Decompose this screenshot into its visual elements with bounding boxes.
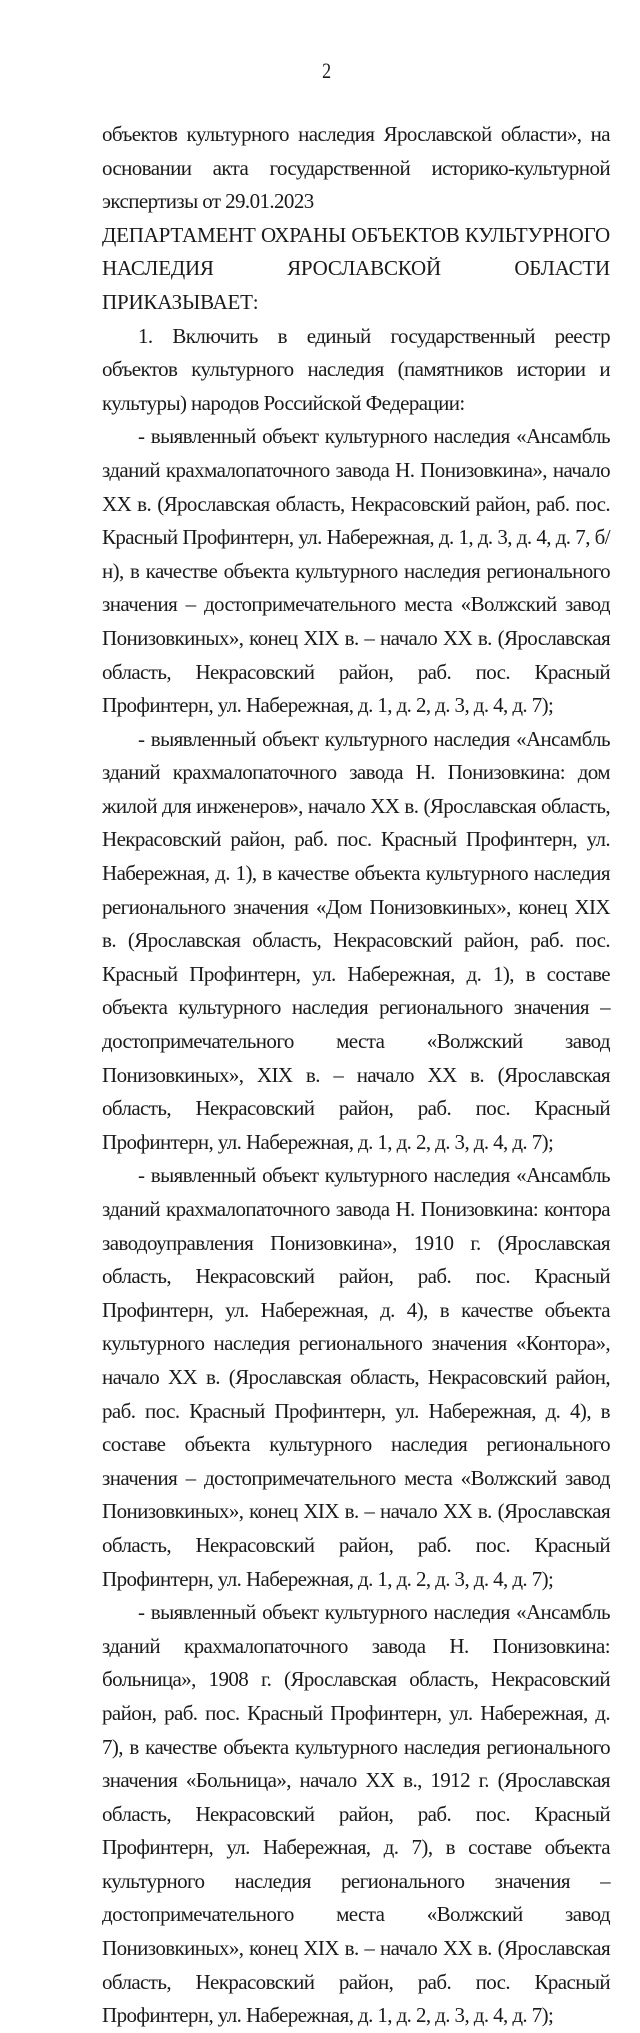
document-body — [102, 118, 610, 2033]
list-item: - выявленный объект культурного наследия «Ансамбль зданий крахмалопаточного завода Н. Понизовкина: больница», 1908 г. (Ярославская область, Некрасовский район, раб. пос. Красный Профинтерн, ул. Набережная, д. 7), в качестве объекта культурного наследия регионального значения «Больница», начало XX в., 1912 г. (Ярославская область, Некрасовский район, раб. пос. Красный Профинтерн, ул. Набережная, д. 7), в составе объекта культурного наследия регионального значения – достопримечательного места «Волжский завод Понизовкиных», конец XIX в. – начало XX в. (Ярославская область, Некрасовский район, раб. пос. Красный Профинтерн, ул. Набережная, д. 1, д. 2, д. 3, д. 4, д. 7); — [102, 1600, 610, 2028]
order-heading: ДЕПАРТАМЕНТ ОХРАНЫ ОБЪЕКТОВ КУЛЬТУРНОГО НАСЛЕДИЯ ЯРОСЛАВСКОЙ ОБЛАСТИ ПРИКАЗЫВАЕТ: — [102, 222, 610, 314]
intro-paragraph: объектов культурного наследия Ярославской области», на основании акта государственной историко-культурной экспертизы от 29.01.2023 — [102, 122, 610, 214]
list-item: - выявленный объект культурного наследия «Ансамбль зданий крахмалопаточного завода Н. Понизовкина: контора заводоуправления Понизовкина», 1910 г. (Ярославская область, Некрасовский район, раб. пос. Красный Профинтерн, ул. Набережная, д. 4), в качестве объекта культурного наследия регионального значения «Контора», начало XX в. (Ярославская область, Некрасовский район, раб. пос. Красный Профинтерн, ул. Набережная, д. 4), в составе объекта культурного наследия регионального значения – достопримечательного места «Волжский завод Понизовкиных», конец XIX в. – начало XX в. (Ярославская область, Некрасовский район, раб. пос. Красный Профинтерн, ул. Набережная, д. 1, д. 2, д. 3, д. 4, д. 7); — [102, 1163, 610, 1591]
list-item: - выявленный объект культурного наследия «Ансамбль зданий крахмалопаточного завода Н. Понизовкина: дом жилой для инженеров», начало XX в. (Ярославская область, Некрасовский район, раб. пос. Красный Профинтерн, ул. Набережная, д. 1), в качестве объекта культурного наследия регионального значения «Дом Понизовкиных», конец XIX в. (Ярославская область, Некрасовский район, раб. пос. Красный Профинтерн, ул. Набережная, д. 1), в составе объекта культурного наследия регионального значения – достопримечательного места «Волжский завод Понизовкиных», XIX в. – начало XX в. (Ярославская область, Некрасовский район, раб. пос. Красный Профинтерн, ул. Набережная, д. 1, д. 2, д. 3, д. 4, д. 7); — [102, 726, 610, 1154]
clause-1: 1. Включить в единый государственный реестр объектов культурного наследия (памятников истории и культуры) народов Российской Федерации: — [102, 323, 610, 415]
list-item: - выявленный объект культурного наследия «Ансамбль зданий крахмалопаточного завода Н. Понизовкина», начало XX в. (Ярославская область, Некрасовский район, раб. пос. Красный Профинтерн, ул. Набережная, д. 1, д. 3, д. 4, д. 7, б/н), в качестве объекта культурного наследия регионального значения – достопримечательного места «Волжский завод Понизовкиных», конец XIX в. – начало XX в. (Ярославская область, Некрасовский район, раб. пос. Красный Профинтерн, ул. Набережная, д. 1, д. 2, д. 3, д. 4, д. 7); — [102, 424, 610, 718]
page-number: 2 — [322, 58, 332, 83]
